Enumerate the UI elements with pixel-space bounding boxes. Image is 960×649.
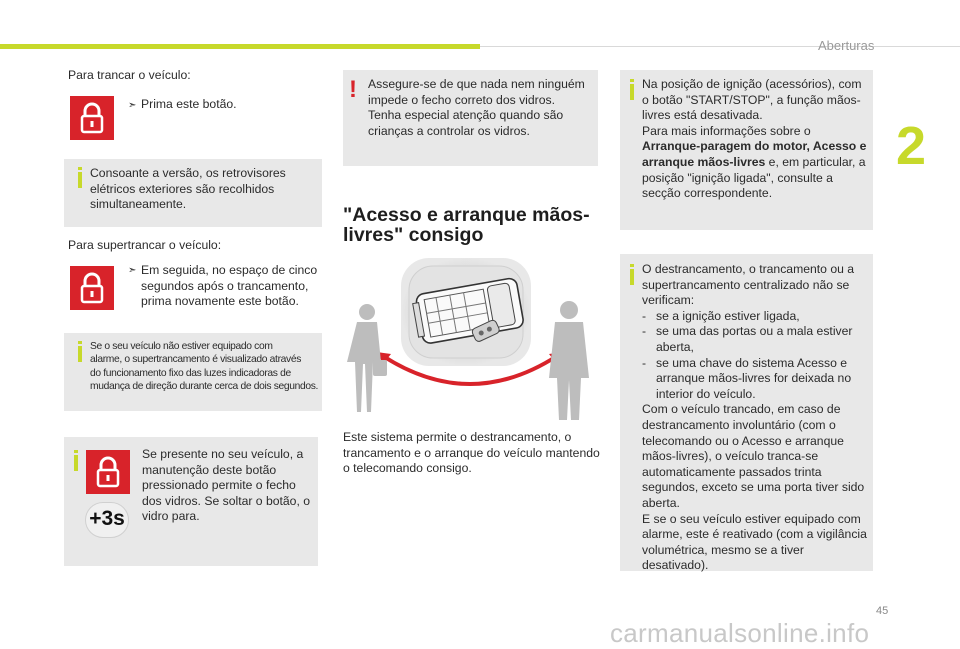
warning-icon: ! — [349, 76, 357, 103]
three-seconds-label: +3s — [89, 507, 125, 530]
list-item: - se a ignição estiver ligada, — [642, 308, 800, 323]
unlock-note: O destrancamento, o trancamento ou a supertrancamento centralizado não se verificam: - se a ignição estiver ligada, - se uma das portas ou a mala estiver aberta, - se uma chave do sistema Acesso e arranque mãos-livres for deixada no interior do veículo. Com o veículo trancado, em caso de destrancamento involuntário (com o telecomando ou o Acesso e arranque mãos-livres), o veículo tranca-se automaticamente passados trinta segundos, exceto se uma porta tiver sido aberta. E se o seu veículo estiver equipado com alarme, este é reativado (com a vigilância volumétrica, mesmo se a tiver desativado). — [642, 262, 870, 574]
lock-button-icon — [70, 96, 114, 140]
alarm-note: Se o seu veículo não estiver equipado com alarme, o supertrancamento é visualizado através do funcionamento fixo das luzes indicadoras de mudança de direção durante cerca de dois segundos. — [90, 341, 319, 393]
bullet-arrow-icon: ➣ — [128, 100, 137, 111]
superlock-intro: Para supertrancar o veículo: — [68, 238, 222, 252]
header-rule — [480, 46, 960, 47]
chapter-number: 2 — [896, 116, 927, 176]
page-number: 45 — [876, 605, 889, 617]
footer-watermark: carmanualsonline.info — [610, 618, 870, 648]
bullet-arrow-icon: ➣ — [128, 265, 137, 276]
lock-step: ➣ Prima este botão. — [128, 97, 237, 114]
mirror-note: Consoante a versão, os retrovisores elétricos exteriores são recolhidos simultaneamente. — [90, 166, 286, 212]
cross-reference: Arranque-paragem do motor, Acesso e arranque mãos-livres — [642, 139, 867, 169]
section-heading: "Acesso e arranque mãos- livres" consigo — [343, 204, 590, 246]
warning-text: Assegure-se de que nada nem ninguém impede o fecho correto dos vidros. Tenha especial atenção quando são crianças a controlar os vidros. — [368, 77, 585, 138]
superlock-step: ➣ Em seguida, no espaço de cinco segundos após o trancamento, prima novamente este botão. — [128, 263, 318, 309]
ignition-note: Na posição de ignição (acessórios), com o botão "START/STOP", a função mãos-livres está desativada. Para mais informações sobre o Arranque-paragem do motor, Acesso e arranque mãos-livres e, em particular, a posição "ignição ligada", consulte a secção correspondente. — [642, 77, 867, 201]
list-item: - se uma das portas ou a mala estiver aberta, — [642, 324, 853, 354]
system-description: Este sistema permite o destrancamento, o trancamento e o arranque do veículo mantendo o telecomando consigo. — [343, 430, 600, 476]
hold-note: Se presente no seu veículo, a manutenção deste botão pressionado permite o fecho dos vidros. Se soltar o botão, o vidro para. — [142, 447, 311, 524]
section-title: Aberturas — [818, 38, 875, 53]
lock-intro: Para trancar o veículo: — [68, 68, 191, 82]
info-icon — [630, 79, 634, 100]
superlock-button-icon — [70, 266, 114, 310]
info-icon — [74, 450, 78, 471]
info-icon — [78, 167, 82, 188]
header-accent-bar — [0, 44, 480, 49]
info-icon — [630, 264, 634, 285]
lock-button-icon — [86, 450, 130, 494]
list-item: - se uma chave do sistema Acesso e arranque mãos-livres for deixada no interior do veículo. — [642, 355, 852, 401]
hands-free-illustration — [343, 252, 598, 422]
info-icon — [78, 341, 82, 362]
